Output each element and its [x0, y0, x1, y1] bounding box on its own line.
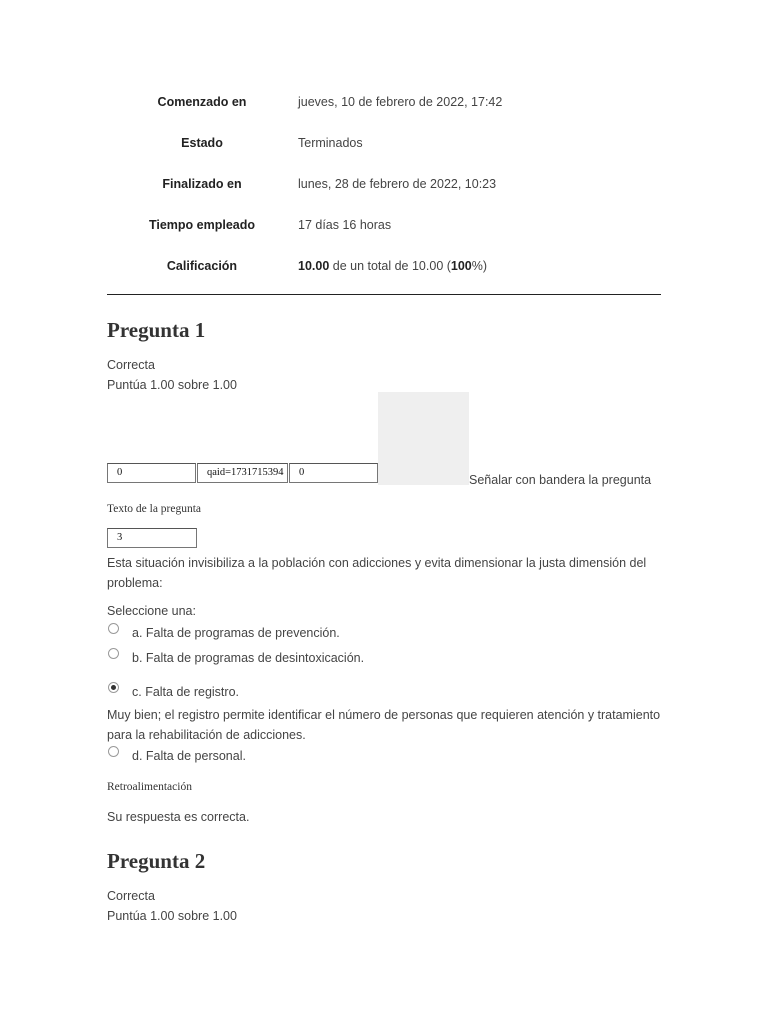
select-one-label: Seleccione una:	[107, 604, 196, 618]
option-d-radio[interactable]	[108, 746, 119, 757]
option-c-label[interactable]: c. Falta de registro.	[132, 685, 239, 699]
option-a-radio[interactable]	[108, 623, 119, 634]
flag-image-placeholder[interactable]	[378, 392, 469, 485]
summary-row-time	[107, 207, 661, 248]
summary-row-grade	[107, 248, 661, 289]
time-label: Tiempo empleado	[148, 218, 256, 232]
hidden-field-1[interactable]: 0	[107, 463, 196, 483]
summary-row-state	[107, 125, 661, 166]
question-2-title: Pregunta 2	[107, 849, 206, 873]
summary-row-started	[107, 84, 661, 125]
hidden-field-2[interactable]: 0	[289, 463, 378, 483]
option-c-feedback: Muy bien; el registro permite identificar el número de personas que requieren atención y tratamiento para la rehabilitación de adicciones.	[107, 708, 661, 742]
question-1-title: Pregunta 1	[107, 318, 206, 342]
started-label: Comenzado en	[157, 95, 247, 109]
question-2-status: Correcta	[107, 889, 155, 903]
option-a-label[interactable]: a. Falta de programas de prevención.	[132, 626, 340, 640]
option-b-radio[interactable]	[108, 648, 119, 659]
option-c-radio[interactable]	[108, 682, 119, 693]
finished-value: lunes, 28 de febrero de 2022, 10:23	[298, 177, 497, 191]
summary-divider	[107, 294, 661, 295]
flag-question-link[interactable]: Señalar con bandera la pregunta	[469, 473, 652, 487]
grade-value	[298, 259, 487, 273]
grade-middle: de un total de 10.00 (	[329, 259, 451, 273]
summary-row-finished	[107, 166, 661, 207]
state-label: Estado	[181, 136, 223, 150]
option-b-label[interactable]: b. Falta de programas de desintoxicación.	[132, 651, 365, 665]
question-1-status: Correcta	[107, 358, 155, 372]
feedback-text: Su respuesta es correcta.	[107, 810, 250, 824]
attempt-summary	[107, 84, 661, 289]
question-1-prompt: Esta situación invisibiliza a la población con adicciones y evita dimensionar la justa dimensión del problema:	[107, 556, 647, 590]
question-1-points: Puntúa 1.00 sobre 1.00	[107, 378, 237, 392]
grade-label: Calificación	[166, 259, 238, 273]
question-text-heading: Texto de la pregunta	[107, 503, 202, 515]
grade-end: %)	[471, 259, 488, 273]
finished-label: Finalizado en	[162, 177, 242, 191]
time-value: 17 días 16 horas	[298, 218, 392, 232]
grade-score: 10.00	[298, 259, 330, 273]
question-number-field[interactable]: 3	[107, 528, 197, 548]
started-value: jueves, 10 de febrero de 2022, 17:42	[298, 95, 503, 109]
option-d-label[interactable]: d. Falta de personal.	[132, 749, 246, 763]
grade-percent: 100	[450, 259, 472, 273]
question-2-points: Puntúa 1.00 sobre 1.00	[107, 909, 237, 923]
feedback-heading: Retroalimentación	[107, 781, 192, 793]
state-value: Terminados	[298, 136, 363, 150]
hidden-field-qaid[interactable]: qaid=1731715394	[197, 463, 288, 483]
